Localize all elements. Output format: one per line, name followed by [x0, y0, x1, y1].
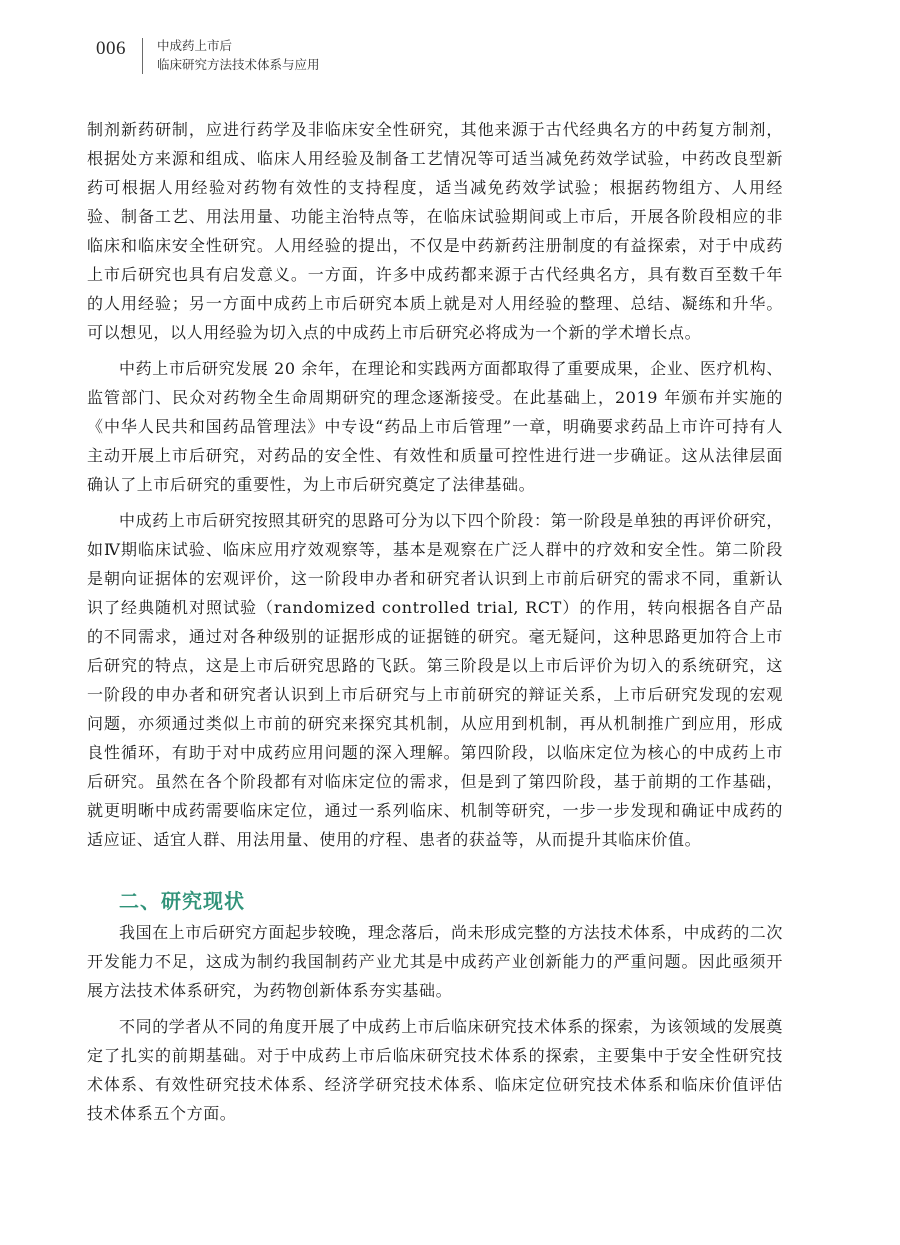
body-paragraph-technical-systems: 不同的学者从不同的角度开展了中成药上市后临床研究技术体系的探索，为该领域的发展奠定了扎实的前期基础。对于中成药上市后临床研究技术体系的探索，主要集中于安全性研究技术体系、有效性研究技术体系、经济学研究技术体系、临床定位研究技术体系和临床价值评估技术体系五个方面。 [87, 1017, 784, 1123]
body-paragraph-status: 我国在上市后研究方面起步较晚，理念落后，尚未形成完整的方法技术体系，中成药的二次开发能力不足，这成为制约我国制药产业尤其是中成药产业创新能力的严重问题。因此亟须开展方法技术体系研究，为药物创新体系夯实基础。 [87, 923, 784, 1000]
page-number: 006 [96, 38, 126, 59]
section-heading: 二、研究现状 [119, 889, 245, 913]
page-header [96, 34, 320, 78]
page-body [87, 115, 783, 1135]
running-title-line-1: 中成药上市后 [157, 38, 233, 53]
body-paragraph-continued: 制剂新药研制，应进行药学及非临床安全性研究，其他来源于古代经典名方的中药复方制剂，根据处方来源和组成、临床人用经验及制备工艺情况等可适当减免药效学试验，中药改良型新药可根据人用经验对药物有效性的支持程度，适当减免药效学试验；根据药物组方、人用经验、制备工艺、用法用量、功能主治特点等，在临床试验期间或上市后，开展各阶段相应的非临床和临床安全性研究。人用经验的提出，不仅是中药新药注册制度的有益探索，对于中成药上市后研究也具有启发意义。一方面，许多中成药都来源于古代经典名方，具有数百至数千年的人用经验；另一方面中成药上市后研究本质上就是对人用经验的整理、总结、凝练和升华。可以想见，以人用经验为切入点的中成药上市后研究必将成为一个新的学术增长点。 [87, 120, 783, 342]
running-title [157, 34, 320, 74]
body-paragraph-four-stages: 中成药上市后研究按照其研究的思路可分为以下四个阶段：第一阶段是单独的再评价研究，如Ⅳ期临床试验、临床应用疗效观察等，基本是观察在广泛人群中的疗效和安全性。第二阶段是朝向证据体的宏观评价，这一阶段申办者和研究者认识到上市前后研究的需求不同，重新认识了经典随机对照试验（randomized controlled trial, RCT）的作用，转向根据各自产品的不同需求，通过对各种级别的证据形成的证据链的研究。毫无疑问，这种思路更加符合上市后研究的特点，这是上市后研究思路的飞跃。第三阶段是以上市后评价为切入的系统研究，这一阶段的申办者和研究者认识到上市后研究与上市前研究的辩证关系，上市后研究发现的宏观问题，亦须通过类似上市前的研究来探究其机制，从应用到机制，再从机制推广到应用，形成良性循环，有助于对中成药应用问题的深入理解。第四阶段，以临床定位为核心的中成药上市后研究。虽然在各个阶段都有对临床定位的需求，但是到了第四阶段，基于前期的工作基础，就更明晰中成药需要临床定位，通过一系列临床、机制等研究，一步一步发现和确证中成药的适应证、适宜人群、用法用量、使用的疗程、患者的获益等，从而提升其临床价值。 [87, 511, 784, 849]
body-paragraph-legal-basis: 中药上市后研究发展 20 余年，在理论和实践两方面都取得了重要成果，企业、医疗机构、监管部门、民众对药物全生命周期研究的理念逐渐接受。在此基础上，2019 年颁布并实施的《中华人民共和国药品管理法》中专设“药品上市后管理”一章，明确要求药品上市许可持有人主动开展上市后研究，对药品的安全性、有效性和质量可控性进行进一步确证。这从法律层面确认了上市后研究的重要性，为上市后研究奠定了法律基础。 [87, 359, 783, 494]
running-title-line-2: 临床研究方法技术体系与应用 [157, 57, 320, 72]
header-divider [142, 38, 143, 74]
